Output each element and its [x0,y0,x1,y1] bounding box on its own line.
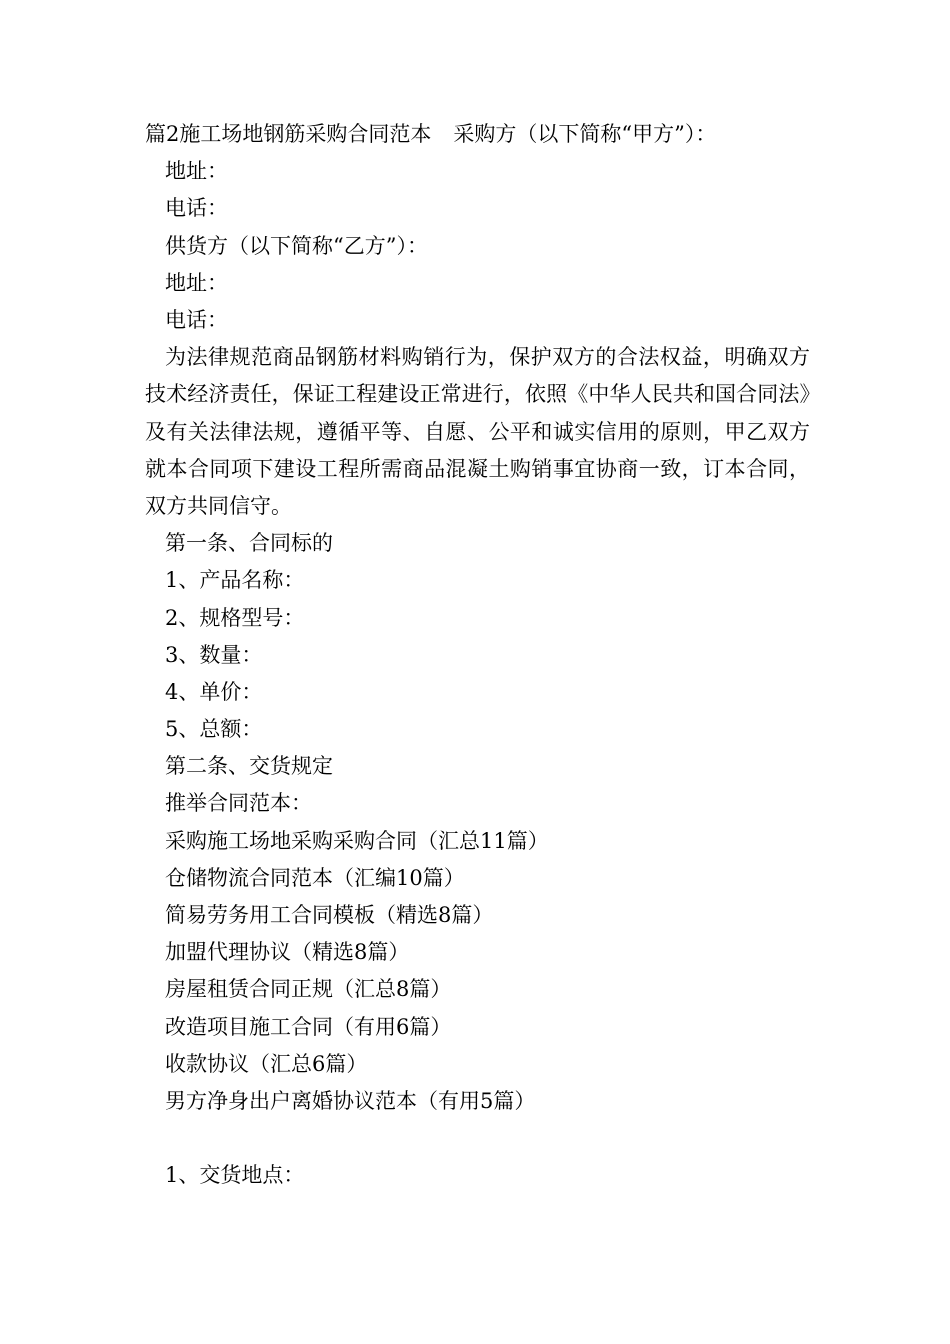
document-title: 篇2施工场地钢筋采购合同范本 [145,122,432,146]
buyer-party-label: 采购方（以下简称“甲方”）： [453,122,717,146]
blank-line [145,1120,810,1157]
buyer-address-field: 地址： [165,159,228,184]
supplier-address-field: 地址： [165,270,228,295]
recommended-link[interactable]: 采购施工场地采购采购合同（汇总11篇） [165,828,549,853]
recommended-link[interactable]: 仓储物流合同范本（汇编10篇） [165,865,465,890]
title-line [145,116,810,153]
recommended-link[interactable]: 房屋租赁合同正规（汇总8篇） [165,977,452,1002]
article-1-item: 1、产品名称： [165,568,305,593]
recommended-heading: 推举合同范本： [165,791,312,816]
preamble-paragraph: 为法律规范商品钢筋材料购销行为，保护双方的合法权益，明确双方技术经济责任，保证工程建设正常进行，依照《中华人民共和国合同法》及有关法律法规，遵循平等、自愿、公平和诚实信用的原则，甲乙双方就本合同项下建设工程所需商品混凝土购销事宜协商一致，订本合同，双方共同信守。 [145,345,810,518]
article-1-item: 3、数量： [165,642,263,667]
contract-body [145,116,810,1195]
recommended-link[interactable]: 收款协议（汇总6篇） [165,1051,368,1076]
buyer-phone-field: 电话： [165,196,228,221]
article-1-item: 5、总额： [165,717,263,742]
article-1-item: 2、规格型号： [165,605,305,630]
recommended-link[interactable]: 男方净身出户离婚协议范本（有用5篇） [165,1088,536,1113]
delivery-location-item: 1、交货地点： [165,1163,305,1188]
recommended-link[interactable]: 加盟代理协议（精选8篇） [165,940,410,965]
recommended-link[interactable]: 简易劳务用工合同模板（精选8篇） [165,903,494,928]
recommended-link[interactable]: 改造项目施工合同（有用6篇） [165,1014,452,1039]
article-2-heading: 第二条、交货规定 [165,754,333,779]
supplier-party-label: 供货方（以下简称“乙方”）： [165,233,428,258]
article-1-item: 4、单价： [165,679,263,704]
article-1-heading: 第一条、合同标的 [165,531,333,556]
supplier-phone-field: 电话： [165,307,228,332]
